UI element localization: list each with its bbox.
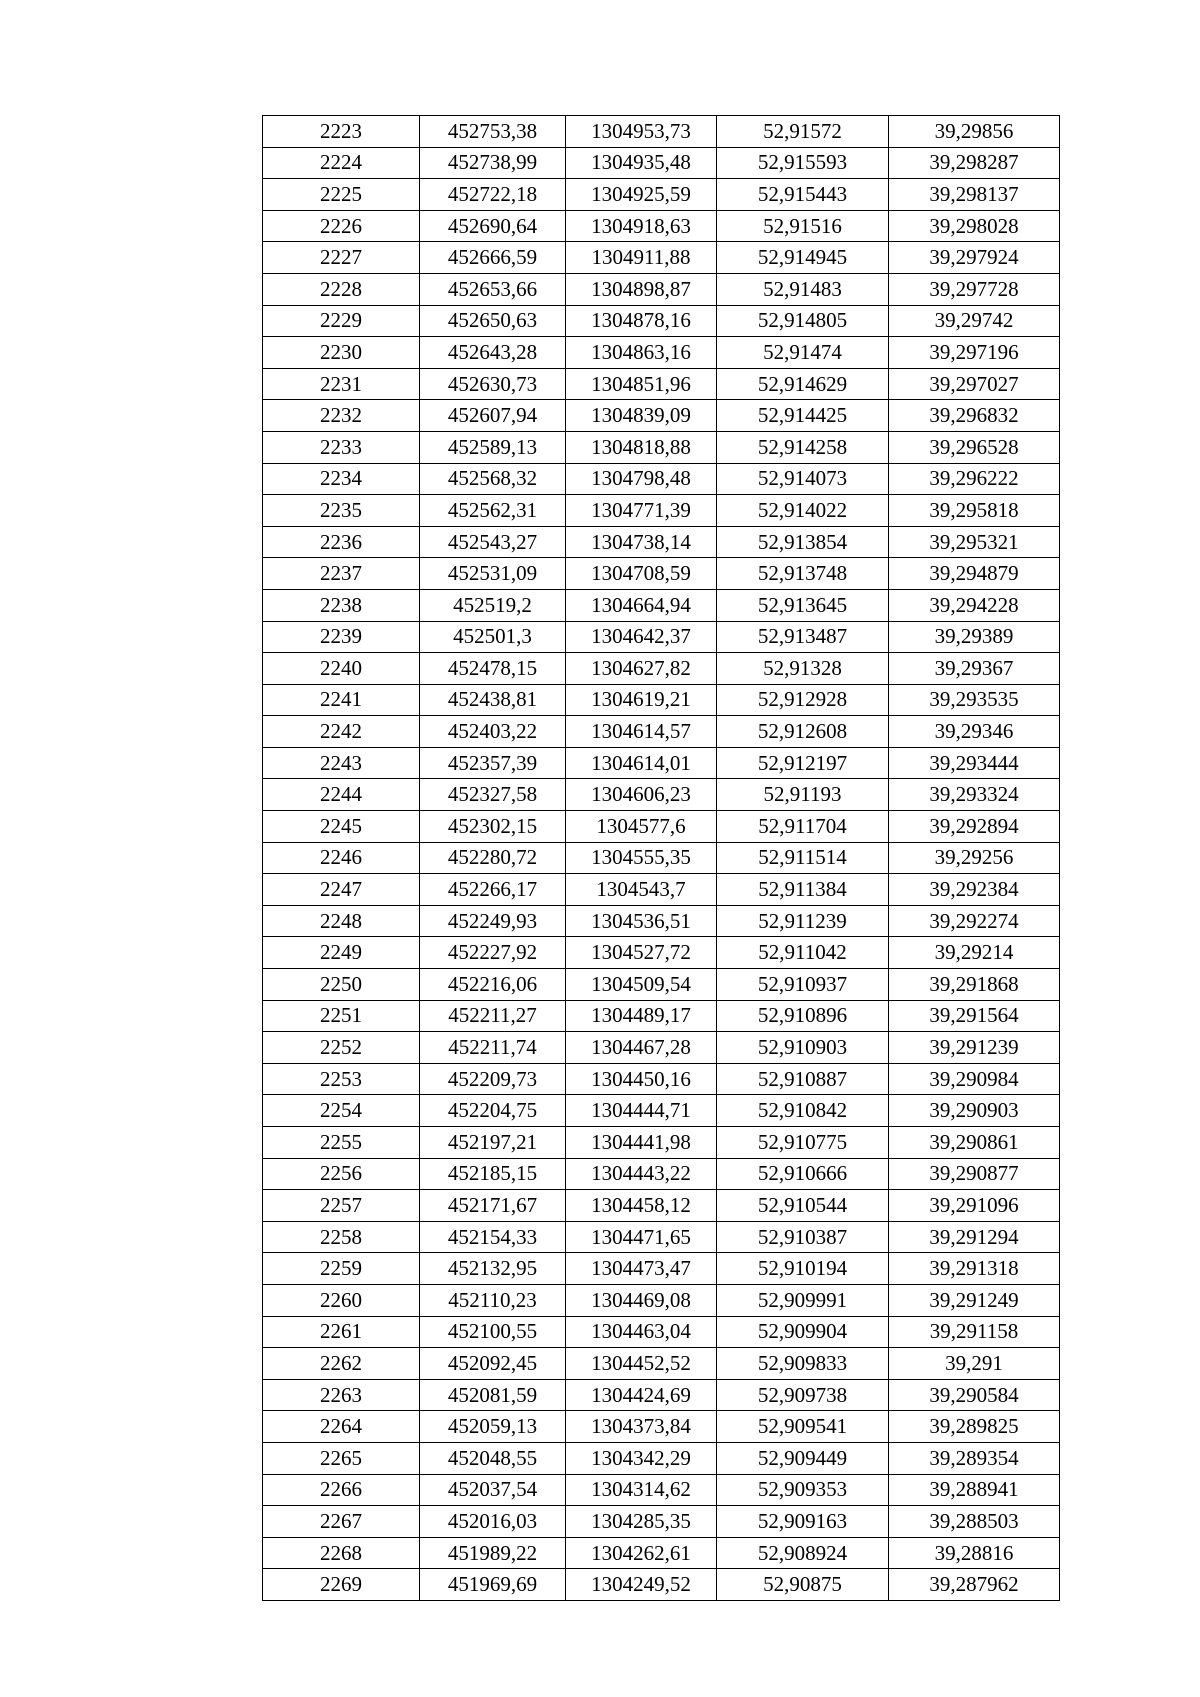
y-coordinate-cell: 1304262,61 bbox=[566, 1537, 717, 1569]
x-coordinate-cell: 452100,55 bbox=[420, 1316, 566, 1348]
table-row bbox=[263, 1253, 1060, 1285]
latitude-cell: 52,913748 bbox=[717, 558, 889, 590]
y-coordinate-cell: 1304527,72 bbox=[566, 937, 717, 969]
y-coordinate-cell: 1304373,84 bbox=[566, 1411, 717, 1443]
point-number-cell: 2247 bbox=[263, 874, 420, 906]
y-coordinate-cell: 1304555,35 bbox=[566, 842, 717, 874]
table-row bbox=[263, 1569, 1060, 1601]
y-coordinate-cell: 1304441,98 bbox=[566, 1127, 717, 1159]
point-number-cell: 2230 bbox=[263, 337, 420, 369]
longitude-cell: 39,296222 bbox=[889, 463, 1060, 495]
table-row bbox=[263, 811, 1060, 843]
table-row bbox=[263, 1474, 1060, 1506]
longitude-cell: 39,290584 bbox=[889, 1379, 1060, 1411]
latitude-cell: 52,911514 bbox=[717, 842, 889, 874]
table-row bbox=[263, 431, 1060, 463]
y-coordinate-cell: 1304851,96 bbox=[566, 368, 717, 400]
point-number-cell: 2245 bbox=[263, 811, 420, 843]
table-row bbox=[263, 1032, 1060, 1064]
latitude-cell: 52,911042 bbox=[717, 937, 889, 969]
table-row bbox=[263, 1411, 1060, 1443]
table-row bbox=[263, 558, 1060, 590]
x-coordinate-cell: 452531,09 bbox=[420, 558, 566, 590]
x-coordinate-cell: 452753,38 bbox=[420, 116, 566, 148]
x-coordinate-cell: 452357,39 bbox=[420, 747, 566, 779]
longitude-cell: 39,289825 bbox=[889, 1411, 1060, 1443]
table-row bbox=[263, 1506, 1060, 1538]
y-coordinate-cell: 1304509,54 bbox=[566, 969, 717, 1001]
x-coordinate-cell: 452478,15 bbox=[420, 653, 566, 685]
x-coordinate-cell: 452403,22 bbox=[420, 716, 566, 748]
point-number-cell: 2242 bbox=[263, 716, 420, 748]
y-coordinate-cell: 1304314,62 bbox=[566, 1474, 717, 1506]
point-number-cell: 2226 bbox=[263, 210, 420, 242]
latitude-cell: 52,914258 bbox=[717, 431, 889, 463]
x-coordinate-cell: 452607,94 bbox=[420, 400, 566, 432]
latitude-cell: 52,911384 bbox=[717, 874, 889, 906]
point-number-cell: 2266 bbox=[263, 1474, 420, 1506]
y-coordinate-cell: 1304798,48 bbox=[566, 463, 717, 495]
x-coordinate-cell: 452568,32 bbox=[420, 463, 566, 495]
latitude-cell: 52,912608 bbox=[717, 716, 889, 748]
coordinates-table bbox=[262, 115, 1060, 1601]
y-coordinate-cell: 1304471,65 bbox=[566, 1221, 717, 1253]
x-coordinate-cell: 452327,58 bbox=[420, 779, 566, 811]
point-number-cell: 2238 bbox=[263, 589, 420, 621]
longitude-cell: 39,288941 bbox=[889, 1474, 1060, 1506]
point-number-cell: 2246 bbox=[263, 842, 420, 874]
y-coordinate-cell: 1304664,94 bbox=[566, 589, 717, 621]
latitude-cell: 52,912928 bbox=[717, 684, 889, 716]
y-coordinate-cell: 1304342,29 bbox=[566, 1442, 717, 1474]
y-coordinate-cell: 1304918,63 bbox=[566, 210, 717, 242]
latitude-cell: 52,908924 bbox=[717, 1537, 889, 1569]
longitude-cell: 39,291 bbox=[889, 1348, 1060, 1380]
latitude-cell: 52,913487 bbox=[717, 621, 889, 653]
longitude-cell: 39,288503 bbox=[889, 1506, 1060, 1538]
longitude-cell: 39,294228 bbox=[889, 589, 1060, 621]
point-number-cell: 2249 bbox=[263, 937, 420, 969]
x-coordinate-cell: 452630,73 bbox=[420, 368, 566, 400]
y-coordinate-cell: 1304249,52 bbox=[566, 1569, 717, 1601]
latitude-cell: 52,910887 bbox=[717, 1063, 889, 1095]
x-coordinate-cell: 452738,99 bbox=[420, 147, 566, 179]
latitude-cell: 52,910937 bbox=[717, 969, 889, 1001]
longitude-cell: 39,292894 bbox=[889, 811, 1060, 843]
point-number-cell: 2234 bbox=[263, 463, 420, 495]
longitude-cell: 39,291158 bbox=[889, 1316, 1060, 1348]
point-number-cell: 2243 bbox=[263, 747, 420, 779]
point-number-cell: 2231 bbox=[263, 368, 420, 400]
longitude-cell: 39,295818 bbox=[889, 495, 1060, 527]
table-row bbox=[263, 116, 1060, 148]
point-number-cell: 2229 bbox=[263, 305, 420, 337]
point-number-cell: 2225 bbox=[263, 179, 420, 211]
table-row bbox=[263, 179, 1060, 211]
latitude-cell: 52,915443 bbox=[717, 179, 889, 211]
longitude-cell: 39,287962 bbox=[889, 1569, 1060, 1601]
point-number-cell: 2250 bbox=[263, 969, 420, 1001]
longitude-cell: 39,291096 bbox=[889, 1190, 1060, 1222]
y-coordinate-cell: 1304818,88 bbox=[566, 431, 717, 463]
table-row bbox=[263, 1379, 1060, 1411]
longitude-cell: 39,291868 bbox=[889, 969, 1060, 1001]
longitude-cell: 39,295321 bbox=[889, 526, 1060, 558]
longitude-cell: 39,291239 bbox=[889, 1032, 1060, 1064]
x-coordinate-cell: 452016,03 bbox=[420, 1506, 566, 1538]
y-coordinate-cell: 1304708,59 bbox=[566, 558, 717, 590]
table-row bbox=[263, 684, 1060, 716]
table-row bbox=[263, 1190, 1060, 1222]
table-row bbox=[263, 463, 1060, 495]
table-row bbox=[263, 305, 1060, 337]
y-coordinate-cell: 1304925,59 bbox=[566, 179, 717, 211]
latitude-cell: 52,909163 bbox=[717, 1506, 889, 1538]
x-coordinate-cell: 452154,33 bbox=[420, 1221, 566, 1253]
latitude-cell: 52,909449 bbox=[717, 1442, 889, 1474]
y-coordinate-cell: 1304606,23 bbox=[566, 779, 717, 811]
longitude-cell: 39,291318 bbox=[889, 1253, 1060, 1285]
x-coordinate-cell: 452092,45 bbox=[420, 1348, 566, 1380]
longitude-cell: 39,297924 bbox=[889, 242, 1060, 274]
table-row bbox=[263, 1063, 1060, 1095]
x-coordinate-cell: 452666,59 bbox=[420, 242, 566, 274]
point-number-cell: 2265 bbox=[263, 1442, 420, 1474]
y-coordinate-cell: 1304444,71 bbox=[566, 1095, 717, 1127]
table-row bbox=[263, 874, 1060, 906]
longitude-cell: 39,298287 bbox=[889, 147, 1060, 179]
x-coordinate-cell: 452653,66 bbox=[420, 273, 566, 305]
latitude-cell: 52,910903 bbox=[717, 1032, 889, 1064]
x-coordinate-cell: 452081,59 bbox=[420, 1379, 566, 1411]
x-coordinate-cell: 452519,2 bbox=[420, 589, 566, 621]
x-coordinate-cell: 451989,22 bbox=[420, 1537, 566, 1569]
table-row bbox=[263, 210, 1060, 242]
y-coordinate-cell: 1304463,04 bbox=[566, 1316, 717, 1348]
y-coordinate-cell: 1304424,69 bbox=[566, 1379, 717, 1411]
point-number-cell: 2237 bbox=[263, 558, 420, 590]
latitude-cell: 52,913854 bbox=[717, 526, 889, 558]
point-number-cell: 2257 bbox=[263, 1190, 420, 1222]
x-coordinate-cell: 452589,13 bbox=[420, 431, 566, 463]
table-row bbox=[263, 273, 1060, 305]
point-number-cell: 2244 bbox=[263, 779, 420, 811]
point-number-cell: 2228 bbox=[263, 273, 420, 305]
point-number-cell: 2240 bbox=[263, 653, 420, 685]
point-number-cell: 2223 bbox=[263, 116, 420, 148]
latitude-cell: 52,909833 bbox=[717, 1348, 889, 1380]
point-number-cell: 2259 bbox=[263, 1253, 420, 1285]
point-number-cell: 2251 bbox=[263, 1000, 420, 1032]
latitude-cell: 52,909541 bbox=[717, 1411, 889, 1443]
table-row bbox=[263, 653, 1060, 685]
table-row bbox=[263, 621, 1060, 653]
x-coordinate-cell: 452204,75 bbox=[420, 1095, 566, 1127]
y-coordinate-cell: 1304285,35 bbox=[566, 1506, 717, 1538]
latitude-cell: 52,910387 bbox=[717, 1221, 889, 1253]
table-row bbox=[263, 589, 1060, 621]
latitude-cell: 52,910194 bbox=[717, 1253, 889, 1285]
x-coordinate-cell: 452216,06 bbox=[420, 969, 566, 1001]
latitude-cell: 52,914425 bbox=[717, 400, 889, 432]
longitude-cell: 39,296832 bbox=[889, 400, 1060, 432]
latitude-cell: 52,910842 bbox=[717, 1095, 889, 1127]
table-row bbox=[263, 147, 1060, 179]
latitude-cell: 52,91516 bbox=[717, 210, 889, 242]
longitude-cell: 39,298028 bbox=[889, 210, 1060, 242]
longitude-cell: 39,291294 bbox=[889, 1221, 1060, 1253]
latitude-cell: 52,910544 bbox=[717, 1190, 889, 1222]
table-row bbox=[263, 1442, 1060, 1474]
longitude-cell: 39,291249 bbox=[889, 1284, 1060, 1316]
point-number-cell: 2258 bbox=[263, 1221, 420, 1253]
y-coordinate-cell: 1304738,14 bbox=[566, 526, 717, 558]
latitude-cell: 52,909738 bbox=[717, 1379, 889, 1411]
longitude-cell: 39,290877 bbox=[889, 1158, 1060, 1190]
latitude-cell: 52,913645 bbox=[717, 589, 889, 621]
x-coordinate-cell: 452562,31 bbox=[420, 495, 566, 527]
point-number-cell: 2235 bbox=[263, 495, 420, 527]
table-row bbox=[263, 1221, 1060, 1253]
longitude-cell: 39,297196 bbox=[889, 337, 1060, 369]
latitude-cell: 52,91474 bbox=[717, 337, 889, 369]
latitude-cell: 52,914945 bbox=[717, 242, 889, 274]
y-coordinate-cell: 1304489,17 bbox=[566, 1000, 717, 1032]
x-coordinate-cell: 452438,81 bbox=[420, 684, 566, 716]
longitude-cell: 39,290903 bbox=[889, 1095, 1060, 1127]
x-coordinate-cell: 452543,27 bbox=[420, 526, 566, 558]
y-coordinate-cell: 1304911,88 bbox=[566, 242, 717, 274]
table-row bbox=[263, 1158, 1060, 1190]
latitude-cell: 52,909353 bbox=[717, 1474, 889, 1506]
y-coordinate-cell: 1304450,16 bbox=[566, 1063, 717, 1095]
longitude-cell: 39,296528 bbox=[889, 431, 1060, 463]
y-coordinate-cell: 1304443,22 bbox=[566, 1158, 717, 1190]
x-coordinate-cell: 452211,27 bbox=[420, 1000, 566, 1032]
longitude-cell: 39,291564 bbox=[889, 1000, 1060, 1032]
longitude-cell: 39,29346 bbox=[889, 716, 1060, 748]
y-coordinate-cell: 1304863,16 bbox=[566, 337, 717, 369]
point-number-cell: 2227 bbox=[263, 242, 420, 274]
y-coordinate-cell: 1304536,51 bbox=[566, 905, 717, 937]
x-coordinate-cell: 452643,28 bbox=[420, 337, 566, 369]
y-coordinate-cell: 1304614,01 bbox=[566, 747, 717, 779]
longitude-cell: 39,29856 bbox=[889, 116, 1060, 148]
latitude-cell: 52,914022 bbox=[717, 495, 889, 527]
y-coordinate-cell: 1304458,12 bbox=[566, 1190, 717, 1222]
point-number-cell: 2254 bbox=[263, 1095, 420, 1127]
latitude-cell: 52,912197 bbox=[717, 747, 889, 779]
x-coordinate-cell: 452171,67 bbox=[420, 1190, 566, 1222]
x-coordinate-cell: 452110,23 bbox=[420, 1284, 566, 1316]
point-number-cell: 2263 bbox=[263, 1379, 420, 1411]
x-coordinate-cell: 452185,15 bbox=[420, 1158, 566, 1190]
x-coordinate-cell: 452209,73 bbox=[420, 1063, 566, 1095]
latitude-cell: 52,909904 bbox=[717, 1316, 889, 1348]
longitude-cell: 39,297027 bbox=[889, 368, 1060, 400]
table-row bbox=[263, 937, 1060, 969]
longitude-cell: 39,293444 bbox=[889, 747, 1060, 779]
latitude-cell: 52,91328 bbox=[717, 653, 889, 685]
point-number-cell: 2232 bbox=[263, 400, 420, 432]
latitude-cell: 52,914073 bbox=[717, 463, 889, 495]
y-coordinate-cell: 1304467,28 bbox=[566, 1032, 717, 1064]
point-number-cell: 2269 bbox=[263, 1569, 420, 1601]
point-number-cell: 2252 bbox=[263, 1032, 420, 1064]
latitude-cell: 52,911704 bbox=[717, 811, 889, 843]
y-coordinate-cell: 1304953,73 bbox=[566, 116, 717, 148]
latitude-cell: 52,910666 bbox=[717, 1158, 889, 1190]
point-number-cell: 2236 bbox=[263, 526, 420, 558]
x-coordinate-cell: 451969,69 bbox=[420, 1569, 566, 1601]
x-coordinate-cell: 452037,54 bbox=[420, 1474, 566, 1506]
x-coordinate-cell: 452059,13 bbox=[420, 1411, 566, 1443]
longitude-cell: 39,298137 bbox=[889, 179, 1060, 211]
longitude-cell: 39,290861 bbox=[889, 1127, 1060, 1159]
point-number-cell: 2255 bbox=[263, 1127, 420, 1159]
point-number-cell: 2248 bbox=[263, 905, 420, 937]
x-coordinate-cell: 452280,72 bbox=[420, 842, 566, 874]
point-number-cell: 2239 bbox=[263, 621, 420, 653]
y-coordinate-cell: 1304642,37 bbox=[566, 621, 717, 653]
latitude-cell: 52,914629 bbox=[717, 368, 889, 400]
table-row bbox=[263, 1316, 1060, 1348]
longitude-cell: 39,29389 bbox=[889, 621, 1060, 653]
longitude-cell: 39,292274 bbox=[889, 905, 1060, 937]
table-row bbox=[263, 1537, 1060, 1569]
latitude-cell: 52,910896 bbox=[717, 1000, 889, 1032]
x-coordinate-cell: 452132,95 bbox=[420, 1253, 566, 1285]
coordinates-table-body bbox=[263, 116, 1060, 1601]
longitude-cell: 39,294879 bbox=[889, 558, 1060, 590]
latitude-cell: 52,915593 bbox=[717, 147, 889, 179]
point-number-cell: 2224 bbox=[263, 147, 420, 179]
y-coordinate-cell: 1304619,21 bbox=[566, 684, 717, 716]
latitude-cell: 52,910775 bbox=[717, 1127, 889, 1159]
x-coordinate-cell: 452266,17 bbox=[420, 874, 566, 906]
longitude-cell: 39,29742 bbox=[889, 305, 1060, 337]
x-coordinate-cell: 452048,55 bbox=[420, 1442, 566, 1474]
table-row bbox=[263, 747, 1060, 779]
x-coordinate-cell: 452501,3 bbox=[420, 621, 566, 653]
table-row bbox=[263, 400, 1060, 432]
longitude-cell: 39,297728 bbox=[889, 273, 1060, 305]
longitude-cell: 39,28816 bbox=[889, 1537, 1060, 1569]
y-coordinate-cell: 1304452,52 bbox=[566, 1348, 717, 1380]
y-coordinate-cell: 1304878,16 bbox=[566, 305, 717, 337]
y-coordinate-cell: 1304839,09 bbox=[566, 400, 717, 432]
point-number-cell: 2253 bbox=[263, 1063, 420, 1095]
table-row bbox=[263, 526, 1060, 558]
table-row bbox=[263, 716, 1060, 748]
table-row bbox=[263, 779, 1060, 811]
x-coordinate-cell: 452650,63 bbox=[420, 305, 566, 337]
latitude-cell: 52,909991 bbox=[717, 1284, 889, 1316]
table-row bbox=[263, 1000, 1060, 1032]
longitude-cell: 39,293324 bbox=[889, 779, 1060, 811]
y-coordinate-cell: 1304627,82 bbox=[566, 653, 717, 685]
table-row bbox=[263, 842, 1060, 874]
latitude-cell: 52,911239 bbox=[717, 905, 889, 937]
table-row bbox=[263, 1284, 1060, 1316]
x-coordinate-cell: 452722,18 bbox=[420, 179, 566, 211]
latitude-cell: 52,91572 bbox=[717, 116, 889, 148]
table-row bbox=[263, 337, 1060, 369]
longitude-cell: 39,29214 bbox=[889, 937, 1060, 969]
point-number-cell: 2261 bbox=[263, 1316, 420, 1348]
table-row bbox=[263, 905, 1060, 937]
longitude-cell: 39,290984 bbox=[889, 1063, 1060, 1095]
x-coordinate-cell: 452249,93 bbox=[420, 905, 566, 937]
y-coordinate-cell: 1304543,7 bbox=[566, 874, 717, 906]
table-row bbox=[263, 1127, 1060, 1159]
point-number-cell: 2241 bbox=[263, 684, 420, 716]
x-coordinate-cell: 452690,64 bbox=[420, 210, 566, 242]
table-row bbox=[263, 1095, 1060, 1127]
table-row bbox=[263, 969, 1060, 1001]
table-row bbox=[263, 242, 1060, 274]
point-number-cell: 2233 bbox=[263, 431, 420, 463]
point-number-cell: 2267 bbox=[263, 1506, 420, 1538]
longitude-cell: 39,29256 bbox=[889, 842, 1060, 874]
latitude-cell: 52,91483 bbox=[717, 273, 889, 305]
point-number-cell: 2260 bbox=[263, 1284, 420, 1316]
y-coordinate-cell: 1304473,47 bbox=[566, 1253, 717, 1285]
x-coordinate-cell: 452227,92 bbox=[420, 937, 566, 969]
latitude-cell: 52,914805 bbox=[717, 305, 889, 337]
latitude-cell: 52,90875 bbox=[717, 1569, 889, 1601]
longitude-cell: 39,289354 bbox=[889, 1442, 1060, 1474]
point-number-cell: 2262 bbox=[263, 1348, 420, 1380]
y-coordinate-cell: 1304614,57 bbox=[566, 716, 717, 748]
y-coordinate-cell: 1304469,08 bbox=[566, 1284, 717, 1316]
table-row bbox=[263, 495, 1060, 527]
table-row bbox=[263, 1348, 1060, 1380]
y-coordinate-cell: 1304577,6 bbox=[566, 811, 717, 843]
point-number-cell: 2268 bbox=[263, 1537, 420, 1569]
table-row bbox=[263, 368, 1060, 400]
x-coordinate-cell: 452302,15 bbox=[420, 811, 566, 843]
x-coordinate-cell: 452197,21 bbox=[420, 1127, 566, 1159]
longitude-cell: 39,292384 bbox=[889, 874, 1060, 906]
y-coordinate-cell: 1304898,87 bbox=[566, 273, 717, 305]
longitude-cell: 39,29367 bbox=[889, 653, 1060, 685]
y-coordinate-cell: 1304771,39 bbox=[566, 495, 717, 527]
point-number-cell: 2256 bbox=[263, 1158, 420, 1190]
y-coordinate-cell: 1304935,48 bbox=[566, 147, 717, 179]
x-coordinate-cell: 452211,74 bbox=[420, 1032, 566, 1064]
point-number-cell: 2264 bbox=[263, 1411, 420, 1443]
latitude-cell: 52,91193 bbox=[717, 779, 889, 811]
longitude-cell: 39,293535 bbox=[889, 684, 1060, 716]
